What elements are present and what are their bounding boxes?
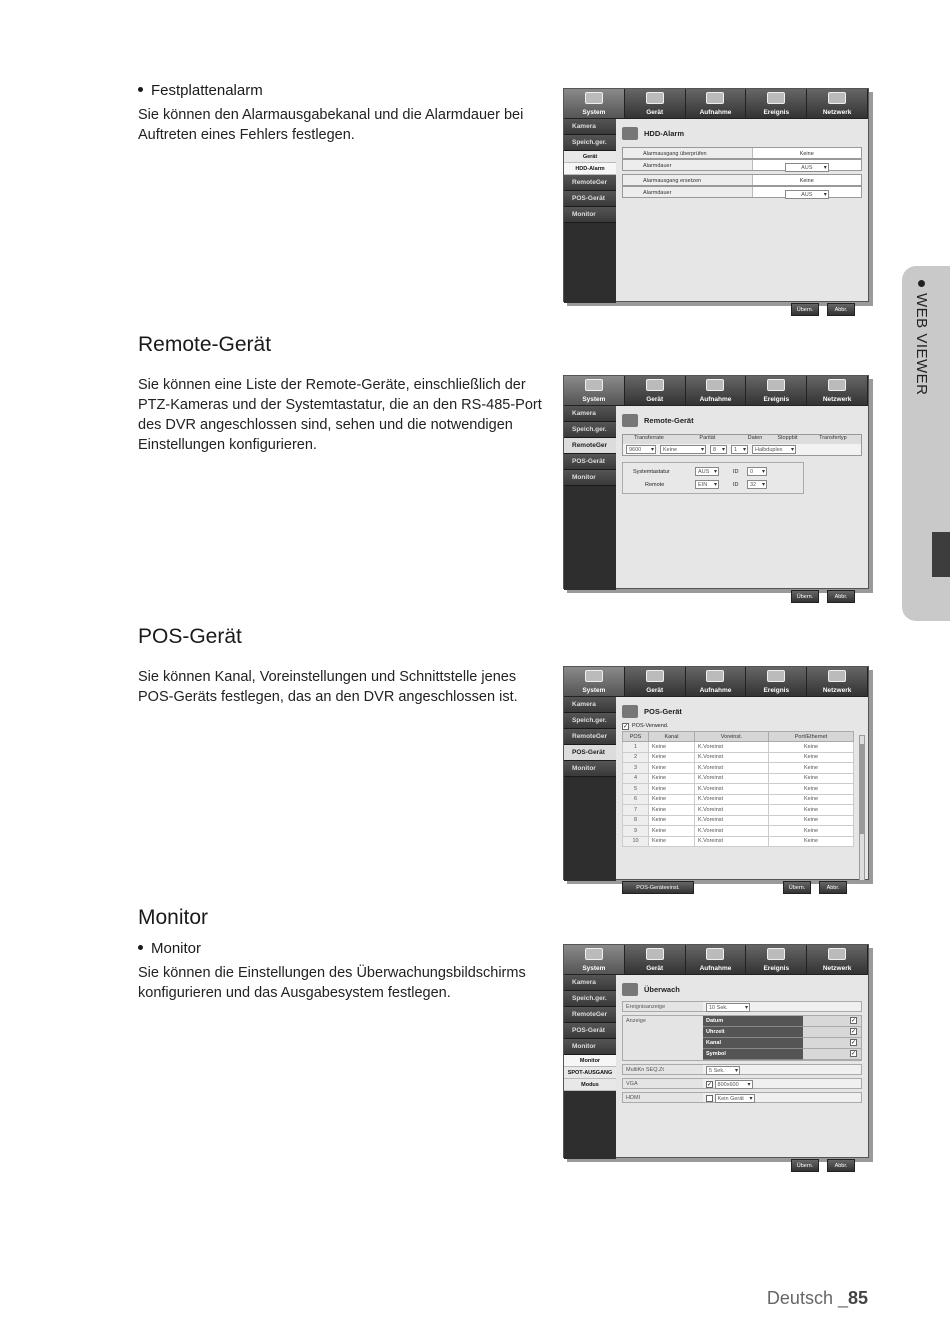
table-row[interactable] xyxy=(623,815,854,826)
section-heading: POS-Gerät xyxy=(138,625,242,648)
bullet-monitor xyxy=(138,940,548,957)
table-cell[interactable]: Keine xyxy=(768,836,853,847)
sidebar xyxy=(564,975,616,1159)
sidebar-sub-monitor[interactable]: Monitor xyxy=(564,1055,616,1067)
pos-number-cell: 10 xyxy=(623,836,649,847)
tab-label: Aufnahme xyxy=(699,109,732,116)
tab-label: Ereignis xyxy=(763,687,790,694)
window-body xyxy=(564,975,868,1169)
row-value xyxy=(703,1093,861,1102)
tab-ereignis[interactable] xyxy=(746,667,807,696)
table-cell[interactable]: Keine xyxy=(768,742,853,753)
serial-settings xyxy=(622,434,862,456)
pos-number-cell: 5 xyxy=(623,784,649,795)
tab-ereignis[interactable] xyxy=(746,376,807,405)
sidebar-item-remote[interactable]: RemoteGer xyxy=(564,1007,616,1023)
bullet-text: Monitor xyxy=(151,940,202,957)
hdmi-row xyxy=(622,1092,862,1103)
tab-system[interactable] xyxy=(564,667,625,696)
row-label: Systemtastatur xyxy=(633,468,670,475)
ok-button[interactable]: Übern. xyxy=(791,303,819,316)
sidebar-item-kamera[interactable]: Kamera xyxy=(564,975,616,991)
ok-button[interactable]: Übern. xyxy=(791,590,819,603)
col-header: Port/Ethernet xyxy=(768,732,853,742)
tab-system[interactable] xyxy=(564,89,625,118)
row-value xyxy=(703,1002,861,1011)
table-cell[interactable]: K.Voreinst xyxy=(694,836,768,847)
display-item-check xyxy=(803,1027,861,1038)
date-checkbox[interactable]: ✓ xyxy=(851,1018,857,1024)
panel-title xyxy=(622,125,862,141)
sequence-select[interactable]: 5 Sek. ▾ xyxy=(706,1066,740,1075)
tab-label: Aufnahme xyxy=(699,965,732,972)
ok-button[interactable]: Übern. xyxy=(783,881,811,894)
main-panel xyxy=(616,975,868,1169)
pos-number-cell: 4 xyxy=(623,773,649,784)
settings-row xyxy=(622,186,862,198)
sidebar-sub-geraet[interactable]: Gerät xyxy=(564,151,616,163)
tab-aufnahme[interactable] xyxy=(686,945,747,974)
col-header: Kanal xyxy=(649,732,695,742)
panel-title xyxy=(622,981,862,997)
row-value xyxy=(703,1065,861,1074)
row-value[interactable]: Keine xyxy=(752,148,862,158)
pos-number-cell: 7 xyxy=(623,805,649,816)
tab-label: Ereignis xyxy=(763,396,790,403)
tab-label: Netzwerk xyxy=(822,396,852,403)
monitor-icon xyxy=(585,379,603,391)
icon-checkbox[interactable]: ✓ xyxy=(851,1051,857,1057)
tab-geraet[interactable] xyxy=(625,89,686,118)
table-cell[interactable]: Keine xyxy=(768,805,853,816)
tab-netzwerk[interactable] xyxy=(807,945,868,974)
sidebar-item-monitor[interactable]: Monitor xyxy=(564,1039,616,1055)
parity-select[interactable]: Keine ▾ xyxy=(660,445,706,454)
table-cell[interactable]: Keine xyxy=(649,773,695,784)
table-cell[interactable]: Keine xyxy=(649,742,695,753)
table-cell[interactable]: Keine xyxy=(768,763,853,774)
window-body xyxy=(564,406,868,600)
table-header xyxy=(623,732,854,742)
page-number: 85 xyxy=(847,1288,868,1308)
table-cell[interactable]: Keine xyxy=(768,773,853,784)
row-value xyxy=(703,1079,861,1088)
tab-label: Netzwerk xyxy=(822,965,852,972)
tab-label: Netzwerk xyxy=(822,109,852,116)
event-icon xyxy=(767,379,785,391)
display-item-label: Uhrzeit xyxy=(703,1027,803,1038)
side-tab-marker xyxy=(932,532,950,577)
row-label: MultiKn SEQ.Zt xyxy=(623,1065,703,1074)
camera-icon xyxy=(646,92,664,104)
display-item-check xyxy=(803,1038,861,1049)
section-description: Sie können Kanal, Voreinstellungen und Schnittstelle jenes POS-Geräts festlegen, das an den DVR angeschlossen ist. xyxy=(138,669,518,705)
panel-icon xyxy=(622,983,638,996)
table-row[interactable] xyxy=(623,742,854,753)
row-value xyxy=(752,187,862,197)
tab-label: System xyxy=(582,396,606,403)
network-icon xyxy=(828,92,846,104)
serial-header xyxy=(623,435,861,444)
tab-ereignis[interactable] xyxy=(746,945,807,974)
remote-row xyxy=(623,478,803,491)
duration-select[interactable]: AUS ▾ xyxy=(785,163,829,172)
table-cell[interactable]: K.Voreinst xyxy=(694,794,768,805)
table-cell[interactable]: Keine xyxy=(649,805,695,816)
sidebar xyxy=(564,119,616,303)
section-monitor xyxy=(138,906,548,1003)
display-item-check xyxy=(803,1049,861,1060)
keyboard-id-input[interactable]: 0 ▾ xyxy=(747,467,767,476)
sidebar-item-speicher[interactable]: Speich.ger. xyxy=(564,713,616,729)
pos-number-cell: 3 xyxy=(623,763,649,774)
tab-label: Gerät xyxy=(646,109,664,116)
pos-table xyxy=(622,731,854,847)
table-cell[interactable]: K.Voreinst xyxy=(694,742,768,753)
row-value xyxy=(752,160,862,170)
sidebar xyxy=(564,406,616,590)
bullet-text: Festplattenalarm xyxy=(151,82,263,99)
sidebar-item-kamera[interactable]: Kamera xyxy=(564,697,616,713)
display-item-label: Symbol xyxy=(703,1049,803,1060)
tab-label: Ereignis xyxy=(763,965,790,972)
top-menu xyxy=(564,376,868,406)
tab-ereignis[interactable] xyxy=(746,89,807,118)
side-tab-dot xyxy=(918,280,925,287)
main-panel xyxy=(616,119,868,313)
row-value[interactable]: Keine xyxy=(752,175,862,185)
id-label: ID xyxy=(733,468,739,475)
event-duration-select[interactable]: 10 Sek. ▾ xyxy=(706,1003,750,1012)
channel-checkbox[interactable]: ✓ xyxy=(851,1040,857,1046)
display-group xyxy=(622,1015,862,1061)
tab-aufnahme[interactable] xyxy=(686,667,747,696)
network-icon xyxy=(828,948,846,960)
row-label: HDMI xyxy=(623,1093,703,1102)
window-body xyxy=(564,119,868,313)
tab-geraet[interactable] xyxy=(625,376,686,405)
pos-enable-label: POS-Verwend. xyxy=(632,723,669,729)
panel-title-text: HDD-Alarm xyxy=(644,128,685,138)
section-description: Sie können eine Liste der Remote-Geräte, einschließlich der PTZ-Kameras und der Systemtastatur, die an den RS-485-Port des DVR angeschlossen sind, sehen und die notwendigen Einstellungen konfigurieren. xyxy=(138,377,542,453)
row-label: Alarmdauer xyxy=(623,160,752,170)
monitor-icon xyxy=(585,948,603,960)
panel-icon xyxy=(622,127,638,140)
sidebar-item-monitor[interactable]: Monitor xyxy=(564,470,616,486)
tab-aufnahme[interactable] xyxy=(686,376,747,405)
display-item-row xyxy=(703,1016,861,1027)
display-items xyxy=(703,1016,861,1060)
col-header: Transferrate xyxy=(634,435,664,441)
section-pos-geraet xyxy=(138,625,548,707)
top-menu xyxy=(564,667,868,697)
row-label: Alarmausgang ersetzen xyxy=(623,175,752,185)
footer-language: Deutsch _ xyxy=(766,1288,848,1308)
table-row[interactable] xyxy=(623,784,854,795)
rec-icon xyxy=(706,92,724,104)
rec-icon xyxy=(706,670,724,682)
tab-netzwerk[interactable] xyxy=(807,667,868,696)
panel-icon xyxy=(622,705,638,718)
display-item-row xyxy=(703,1038,861,1049)
row-label: Remote xyxy=(645,481,665,488)
hdmi-select[interactable]: Kein Gerät ▾ xyxy=(715,1094,755,1103)
sidebar-item-remote[interactable]: RemoteGer xyxy=(564,729,616,745)
section-heading: Monitor xyxy=(138,906,209,929)
alarm-group-1 xyxy=(622,147,862,171)
row-label: Alarmausgang überprüfen xyxy=(623,148,752,158)
display-item-label: Datum xyxy=(703,1016,803,1027)
display-item-label: Kanal xyxy=(703,1038,803,1049)
camera-icon xyxy=(646,948,664,960)
table-row[interactable] xyxy=(623,794,854,805)
cancel-button[interactable]: Abbr. xyxy=(827,303,855,316)
panel-title xyxy=(622,703,854,719)
duration-select[interactable]: AUS ▾ xyxy=(785,190,829,199)
table-cell[interactable]: Keine xyxy=(649,763,695,774)
baudrate-select[interactable]: 9600 ▾ xyxy=(626,445,656,454)
pos-enable-row xyxy=(622,721,854,731)
tab-label: Ereignis xyxy=(763,109,790,116)
databits-select[interactable]: 8 ▾ xyxy=(710,445,727,454)
sidebar-sub-modus[interactable]: Modus xyxy=(564,1079,616,1091)
table-cell[interactable]: Keine xyxy=(649,815,695,826)
chapter-side-tab xyxy=(902,266,950,621)
pos-number-cell: 9 xyxy=(623,826,649,837)
settings-row xyxy=(622,159,862,171)
sidebar-item-pos[interactable]: POS-Gerät xyxy=(564,745,616,761)
section-description: Sie können den Alarmausgabekanal und die Alarmdauer bei Auftreten eines Fehlers festlegen. xyxy=(138,107,524,143)
sidebar-item-monitor[interactable]: Monitor xyxy=(564,761,616,777)
section-remote-geraet xyxy=(138,333,548,455)
sidebar xyxy=(564,697,616,881)
time-checkbox[interactable]: ✓ xyxy=(851,1029,857,1035)
section-description: Sie können die Einstellungen des Überwachungsbildschirms konfigurieren und das Ausgabesystem festlegen. xyxy=(138,965,526,1001)
side-tab-text: WEB VIEWER xyxy=(913,293,930,396)
rec-icon xyxy=(706,948,724,960)
pos-number-cell: 1 xyxy=(623,742,649,753)
hdmi-checkbox[interactable] xyxy=(706,1095,713,1102)
table-cell[interactable]: Keine xyxy=(768,784,853,795)
network-icon xyxy=(828,379,846,391)
table-cell[interactable]: Keine xyxy=(768,826,853,837)
table-cell[interactable]: Keine xyxy=(649,794,695,805)
panel-icon xyxy=(622,414,638,427)
device-settings xyxy=(622,462,804,494)
sidebar-item-pos[interactable]: POS-Gerät xyxy=(564,1023,616,1039)
tab-system[interactable] xyxy=(564,945,625,974)
vga-resolution-select[interactable]: 800x600 ▾ xyxy=(715,1080,753,1089)
sidebar-item-speicher[interactable]: Speich.ger. xyxy=(564,135,616,151)
section-heading: Remote-Gerät xyxy=(138,333,272,356)
tab-label: Gerät xyxy=(646,687,664,694)
col-header: Parität xyxy=(699,435,716,441)
cancel-button[interactable]: Abbr. xyxy=(819,881,847,894)
tab-netzwerk[interactable] xyxy=(807,89,868,118)
sidebar-item-speicher[interactable]: Speich.ger. xyxy=(564,422,616,438)
table-row[interactable] xyxy=(623,805,854,816)
pos-number-cell: 2 xyxy=(623,752,649,763)
pos-device-settings-button[interactable]: POS-Geräteeinst. xyxy=(622,881,694,894)
screenshot-hdd-alarm xyxy=(563,88,869,313)
bullet-dot xyxy=(138,87,143,92)
event-display-row xyxy=(622,1001,862,1012)
scrollbar-thumb[interactable] xyxy=(860,744,864,834)
table-cell[interactable]: Keine xyxy=(768,815,853,826)
keyboard-select[interactable]: AUS ▾ xyxy=(695,467,719,476)
table-cell[interactable]: K.Voreinst xyxy=(694,763,768,774)
tab-aufnahme[interactable] xyxy=(686,89,747,118)
pos-number-cell: 8 xyxy=(623,815,649,826)
sidebar-item-monitor[interactable]: Monitor xyxy=(564,207,616,223)
main-panel xyxy=(616,697,868,891)
table-cell[interactable]: Keine xyxy=(768,752,853,763)
vga-checkbox[interactable]: ✓ xyxy=(707,1082,713,1089)
sidebar-item-pos[interactable]: POS-Gerät xyxy=(564,454,616,470)
sidebar-item-pos[interactable]: POS-Gerät xyxy=(564,191,616,207)
col-header: Transfertyp xyxy=(819,435,847,441)
bullet-festplattenalarm xyxy=(138,82,548,99)
sidebar-sub-hdd-alarm[interactable]: HDD-Alarm xyxy=(564,163,616,175)
vga-row xyxy=(622,1078,862,1089)
tab-label: System xyxy=(582,109,606,116)
bullet-dot xyxy=(138,945,143,950)
tab-label: Gerät xyxy=(646,965,664,972)
table-row[interactable] xyxy=(623,836,854,847)
table-cell[interactable]: K.Voreinst xyxy=(694,805,768,816)
table-cell[interactable]: K.Voreinst xyxy=(694,784,768,795)
col-header: Daten xyxy=(747,435,763,441)
table-cell[interactable]: K.Voreinst xyxy=(694,815,768,826)
table-cell[interactable]: Keine xyxy=(649,826,695,837)
col-header: Stoppbit xyxy=(777,435,798,441)
ok-button[interactable]: Übern. xyxy=(791,1159,819,1172)
main-panel xyxy=(616,406,868,600)
monitor-icon xyxy=(585,670,603,682)
remote-id-input[interactable]: 32 ▾ xyxy=(747,480,767,489)
panel-title-text: Überwach xyxy=(644,984,680,994)
sidebar-item-kamera[interactable]: Kamera xyxy=(564,406,616,422)
table-cell[interactable]: Keine xyxy=(768,794,853,805)
event-icon xyxy=(767,92,785,104)
tab-label: Gerät xyxy=(646,396,664,403)
camera-icon xyxy=(646,670,664,682)
panel-title xyxy=(622,412,862,428)
stopbit-select[interactable]: 1 ▾ xyxy=(731,445,748,454)
screenshot-pos-geraet xyxy=(563,666,869,891)
top-menu xyxy=(564,945,868,975)
display-item-check xyxy=(803,1016,861,1027)
tab-geraet[interactable] xyxy=(625,945,686,974)
table-cell[interactable]: K.Voreinst xyxy=(694,826,768,837)
row-label: Ereignisanzeige xyxy=(623,1002,703,1011)
tab-label: System xyxy=(582,687,606,694)
table-row[interactable] xyxy=(623,826,854,837)
serial-values xyxy=(623,444,861,455)
transfer-type-select[interactable]: Halbduplex ▾ xyxy=(752,445,796,454)
top-menu xyxy=(564,89,868,119)
side-tab-label xyxy=(906,280,930,396)
window-body xyxy=(564,697,868,891)
screenshot-monitor xyxy=(563,944,869,1169)
cancel-button[interactable]: Abbr. xyxy=(827,1159,855,1172)
event-icon xyxy=(767,670,785,682)
pos-enable-checkbox[interactable]: ✓ xyxy=(623,723,629,730)
tab-label: Netzwerk xyxy=(822,687,852,694)
section-festplattenalarm xyxy=(138,82,548,145)
event-icon xyxy=(767,948,785,960)
tab-label: System xyxy=(582,965,606,972)
table-row[interactable] xyxy=(623,763,854,774)
tab-geraet[interactable] xyxy=(625,667,686,696)
cancel-button[interactable]: Abbr. xyxy=(827,590,855,603)
sidebar-item-speicher[interactable]: Speich.ger. xyxy=(564,991,616,1007)
display-item-row xyxy=(703,1049,861,1060)
pos-table-body xyxy=(623,742,854,847)
table-cell[interactable]: Keine xyxy=(649,752,695,763)
row-label: Anzeige xyxy=(623,1016,703,1060)
col-header: POS xyxy=(623,732,649,742)
panel-title-text: POS-Gerät xyxy=(644,706,682,716)
pos-number-cell: 6 xyxy=(623,794,649,805)
network-icon xyxy=(828,670,846,682)
tab-label: Aufnahme xyxy=(699,396,732,403)
keyboard-row xyxy=(623,465,803,478)
sidebar-sub-spot-ausgang[interactable]: SPOT-AUSGANG xyxy=(564,1067,616,1079)
panel-title-text: Remote-Gerät xyxy=(644,415,694,425)
screenshot-remote-geraet xyxy=(563,375,869,600)
table-row[interactable] xyxy=(623,752,854,763)
settings-row xyxy=(622,174,862,186)
table-cell[interactable]: K.Voreinst xyxy=(694,773,768,784)
table-cell[interactable]: Keine xyxy=(649,836,695,847)
sequence-row xyxy=(622,1064,862,1075)
sidebar-item-remote[interactable]: RemoteGer xyxy=(564,175,616,191)
sidebar-item-kamera[interactable]: Kamera xyxy=(564,119,616,135)
tab-label: Aufnahme xyxy=(699,687,732,694)
table-cell[interactable]: Keine xyxy=(649,784,695,795)
settings-row xyxy=(622,147,862,159)
rec-icon xyxy=(706,379,724,391)
scrollbar[interactable] xyxy=(859,735,865,881)
tab-system[interactable] xyxy=(564,376,625,405)
alarm-group-2 xyxy=(622,174,862,198)
id-label: ID xyxy=(733,481,739,488)
col-header: Voreinst. xyxy=(694,732,768,742)
monitor-icon xyxy=(585,92,603,104)
remote-select[interactable]: EIN ▾ xyxy=(695,480,719,489)
page-footer xyxy=(767,1288,868,1309)
row-label: Alarmdauer xyxy=(623,187,752,197)
table-row[interactable] xyxy=(623,773,854,784)
camera-icon xyxy=(646,379,664,391)
row-label: VGA xyxy=(623,1079,703,1088)
table-cell[interactable]: K.Voreinst xyxy=(694,752,768,763)
tab-netzwerk[interactable] xyxy=(807,376,868,405)
display-item-row xyxy=(703,1027,861,1038)
sidebar-item-remote[interactable]: RemoteGer xyxy=(564,438,616,454)
